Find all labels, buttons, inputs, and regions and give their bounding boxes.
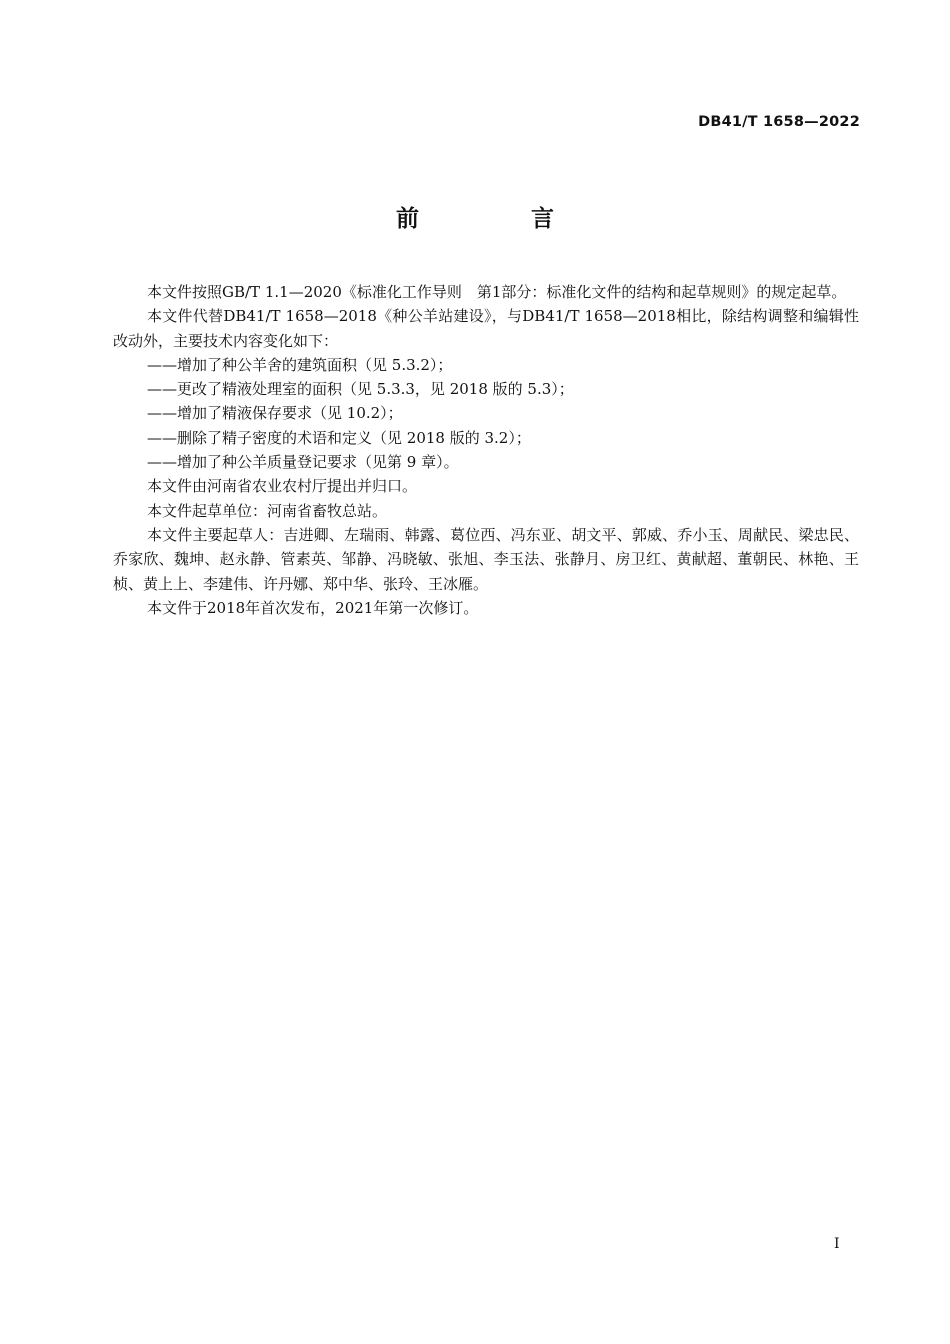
paragraph-drafting-unit: 本文件起草单位：河南省畜牧总站。 — [147, 501, 388, 520]
change-item: ——增加了种公羊舍的建筑面积（见 5.3.2）； — [147, 355, 453, 374]
paragraph-history: 本文件于2018年首次发布，2021年第一次修订。 — [147, 598, 479, 617]
page-number: I — [834, 1236, 840, 1252]
foreword-body — [113, 280, 859, 620]
paragraph-proposer: 本文件由河南省农业农村厅提出并归口。 — [147, 477, 418, 496]
paragraph-replacement: 本文件代替DB41/T 1658—2018《种公羊站建设》，与DB41/T 1658—2018相比，除结构调整和编辑性改动外，主要技术内容变化如下： — [113, 307, 859, 350]
change-item: ——增加了精液保存要求（见 10.2）； — [147, 404, 403, 423]
page-title: 前 言 — [395, 206, 606, 232]
document-number: DB41/T 1658—2022 — [698, 114, 860, 130]
change-item: ——增加了种公羊质量登记要求（见第 9 章）。 — [147, 453, 459, 472]
change-item: ——删除了精子密度的术语和定义（见 2018 版的 3.2）； — [147, 428, 531, 447]
paragraph-drafting-rules: 本文件按照GB/T 1.1—2020《标准化工作导则 第1部分：标准化文件的结构和起草规则》的规定起草。 — [147, 283, 847, 301]
change-item: ——更改了精液处理室的面积（见 5.3.3，见 2018 版的 5.3）； — [147, 380, 574, 399]
paragraph-drafters: 本文件主要起草人：吉进卿、左瑞雨、韩露、葛位西、冯东亚、胡文平、郭威、乔小玉、周献民、梁忠民、乔家欣、魏坤、赵永静、管素英、邹静、冯晓敏、张旭、李玉法、张静月、房卫红、黄献超、董朝民、林艳、王桢、黄上上、李建伟、许丹娜、郑中华、张玲、王冰雁。 — [113, 525, 859, 593]
